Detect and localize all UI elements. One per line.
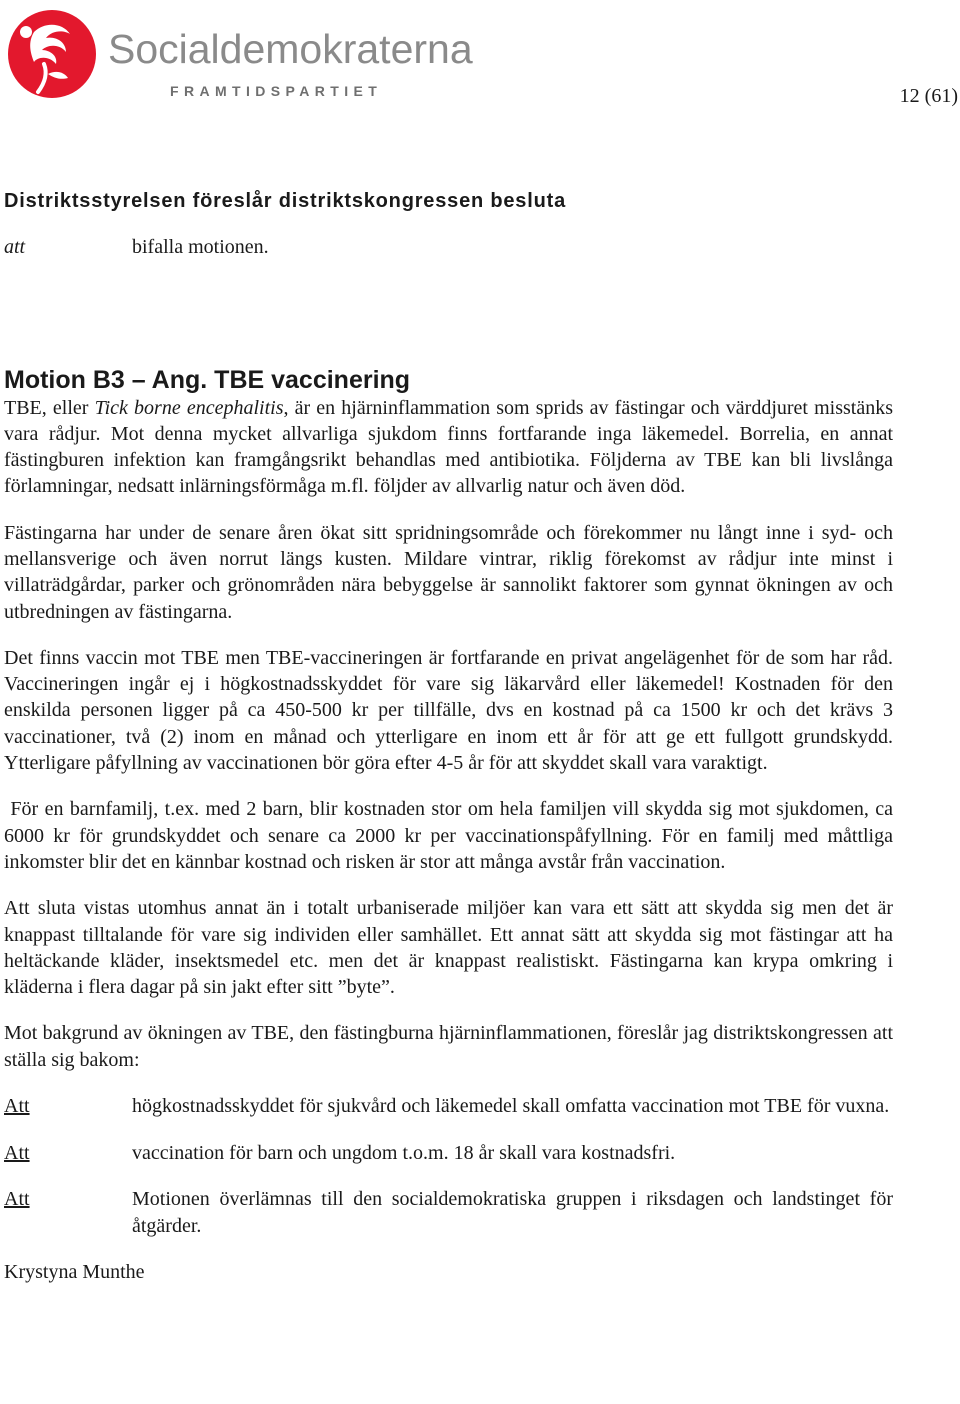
proposal-2-text: vaccination för barn och ungdom t.o.m. 18 år skall vara kostnadsfri. [132,1141,676,1164]
board-heading: Distriktsstyrelsen föreslår distriktskongressen besluta [4,190,566,212]
p1-post: , är en hjärninflammation som sprids av fästingar och värddjuret misstänks vara rådjur. Mot denna mycket allvarliga sjukdom finns fortfarande inga läkemedel. Borrelia, en annat fästingburen infektion kan framgångsrikt behandlas med antibiotika. Följderna av TBE kan bli livslånga förlamningar, nedsatt inlärningsförmåga m.fl. följder av allvarlig natur och även död. [4,396,893,498]
proposal-2 [4,1140,893,1167]
org-name: Socialdemokraterna [108,26,473,72]
page-header [0,0,960,120]
board-proposal [4,234,893,261]
p1-italic: Tick borne encephalitis [94,396,284,419]
proposal-3-text: Motionen överlämnas till den socialdemokratiska gruppen i riksdagen och landstinget för åtgärder. [132,1188,893,1237]
proposal-1 [4,1093,893,1120]
proposal-1-label: Att [4,1095,30,1118]
board-proposal-text: bifalla motionen. [132,236,269,258]
proposal-3 [4,1186,893,1239]
motion-paragraph-3: Det finns vaccin mot TBE men TBE-vaccineringen är fortfarande en privat angelägenhet för de som har råd. Vaccineringen ingår ej i högkostnadsskyddet för vare sig läkarvård eller läkemedel! Kostnaden för den enskilda personen ligger på ca 450-500 kr per tillfälle, dvs en kostnad på ca 1500 kr och det krävs 3 vaccinationer, två (2) inom en månad och ytterligare en inom ett år för att ge ett fullgott grundskydd. Ytterligare påfyllning av vaccinationen bör göra efter 4-5 år för att skyddet skall vara varaktigt. [4,646,893,775]
motion-paragraph-2: Fästingarna har under de senare åren ökat sitt spridningsområde och förekommer nu långt inne i syd- och mellansverige och även norrut längs kusten. Mildare vintrar, riklig förekomst av rådjur inte minst i villaträdgårdar, parker och grönområden nära bebyggelse är sannolikt faktorer som gynnat ökningen av och utbredningen av fästingarna. [4,521,893,623]
motion-paragraph-4: För en barnfamilj, t.ex. med 2 barn, blir kostnaden stor om hela familjen vill skydda sig mot sjukdomen, ca 6000 kr för grundskyddet och senare ca 2000 kr per vaccinationspåfyllning. För en familj med måttliga inkomster blir det en kännbar kostnad och risken är stor att många avstår från vaccination. [4,798,898,873]
org-subtitle: FRAMTIDSPARTIET [170,83,383,99]
proposal-3-label: Att [4,1188,30,1211]
motion-title: Motion B3 – Ang. TBE vaccinering [4,365,411,394]
page-number: 12 (61) [899,85,958,107]
motion-paragraph-6: Mot bakgrund av ökningen av TBE, den fästingburna hjärninflammationen, föreslår jag distriktskongressen att ställa sig bakom: [4,1022,893,1071]
signer-name: Krystyna Munthe [4,1261,145,1284]
motion-paragraph-5: Att sluta vistas utomhus annat än i totalt urbaniserade miljöer kan vara ett sätt att skydda sig men det är knappast tilltalande för vare sig individen eller samhället. Ett annat sätt att skydda sig mot fästingar att ha heltäckande kläder, insektsmedel etc. men det är knappast realistiskt. Fästingarna kan krypa omkring i kläderna i flera dagar på sin jakt efter sitt ”byte”. [4,897,893,999]
document-body [4,186,898,1285]
p1-pre: TBE, eller [4,396,95,419]
board-proposal-label: att [4,236,26,258]
proposal-2-label: Att [4,1141,30,1164]
proposal-1-text: högkostnadsskyddet för sjukvård och läkemedel skall omfatta vaccination mot TBE för vuxna. [132,1095,890,1118]
motion-paragraph-1 [4,395,893,500]
rose-logo-icon [4,4,100,100]
